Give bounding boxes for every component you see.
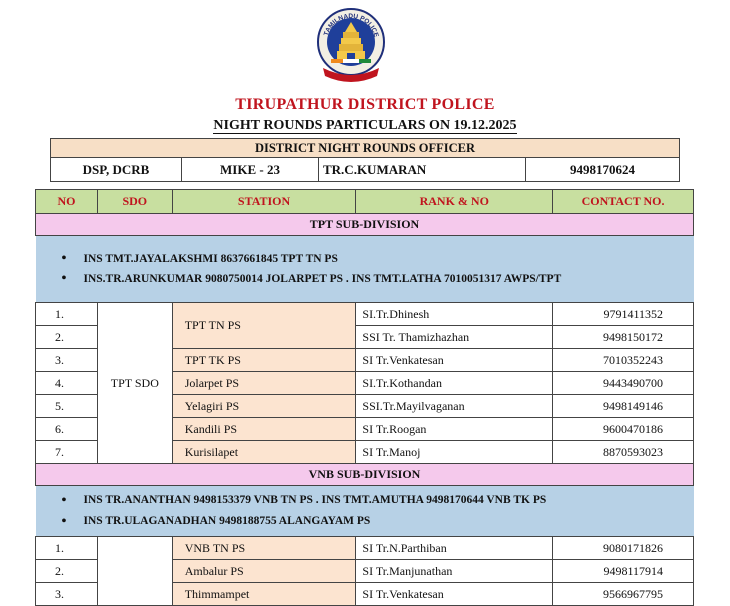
officer-name: TR.C.KUMARAN <box>319 158 526 182</box>
row-no: 3. <box>36 349 98 372</box>
vnb-subdivision-title: VNB SUB-DIVISION <box>36 464 694 486</box>
col-header-contact: CONTACT NO. <box>553 190 694 214</box>
table-row <box>36 537 694 560</box>
row-station: Kandili PS <box>172 418 356 441</box>
row-station: Jolarpet PS <box>172 372 356 395</box>
row-no: 7. <box>36 441 98 464</box>
list-item: • INS.TR.ARUNKUMAR 9080750014 JOLARPET PS . INS TMT.LATHA 7010051317 AWPS/TPT <box>84 269 694 289</box>
row-no: 3. <box>36 583 98 606</box>
row-rank: SI Tr.Manjunathan <box>356 560 553 583</box>
table-header-row <box>36 190 694 214</box>
row-contact: 9791411352 <box>553 303 694 326</box>
vnb-inspector-notes <box>36 486 694 537</box>
row-contact: 7010352243 <box>553 349 694 372</box>
col-header-sdo: SDO <box>97 190 172 214</box>
col-header-station: STATION <box>172 190 356 214</box>
night-rounds-table <box>35 189 694 606</box>
row-station: Ambalur PS <box>172 560 356 583</box>
row-rank: SI Tr.N.Parthiban <box>356 537 553 560</box>
tamilnadu-police-emblem <box>315 8 387 88</box>
row-no: 1. <box>36 303 98 326</box>
row-no: 2. <box>36 326 98 349</box>
officer-heading: DISTRICT NIGHT ROUNDS OFFICER <box>51 139 680 158</box>
row-rank: SI Tr.Venkatesan <box>356 349 553 372</box>
list-item: • INS TMT.JAYALAKSHMI 8637661845 TPT TN PS <box>84 249 694 269</box>
row-contact: 9443490700 <box>553 372 694 395</box>
row-no: 1. <box>36 537 98 560</box>
tpt-inspector-notes <box>36 236 694 303</box>
row-station: Kurisilapet <box>172 441 356 464</box>
row-contact: 9498150172 <box>553 326 694 349</box>
row-rank: SI.Tr.Dhinesh <box>356 303 553 326</box>
report-subtitle: NIGHT ROUNDS PARTICULARS ON 19.12.2025 <box>213 118 517 133</box>
row-contact: 9498117914 <box>553 560 694 583</box>
row-contact: 9566967795 <box>553 583 694 606</box>
row-station: TPT TK PS <box>172 349 356 372</box>
tpt-subdivision-title: TPT SUB-DIVISION <box>36 214 694 236</box>
row-station: Thimmampet <box>172 583 356 606</box>
tpt-sdo-cell: TPT SDO <box>97 303 172 464</box>
row-rank: SI Tr.Roogan <box>356 418 553 441</box>
night-rounds-officer-table <box>50 138 680 182</box>
list-item: • INS TR.ANANTHAN 9498153379 VNB TN PS . INS TMT.AMUTHA 9498170644 VNB TK PS <box>84 490 694 511</box>
row-contact: 8870593023 <box>553 441 694 464</box>
row-no: 6. <box>36 418 98 441</box>
col-header-rank: RANK & NO <box>356 190 553 214</box>
svg-text:TAMILNADU POLICE: TAMILNADU POLICE <box>322 12 380 38</box>
vnb-sdo-cell <box>97 537 172 606</box>
row-contact: 9080171826 <box>553 537 694 560</box>
table-row <box>36 303 694 326</box>
district-title: TIRUPATHUR DISTRICT POLICE <box>235 96 495 113</box>
row-no: 5. <box>36 395 98 418</box>
row-rank: SSI Tr. Thamizhazhan <box>356 326 553 349</box>
row-rank: SI Tr.Manoj <box>356 441 553 464</box>
row-rank: SI Tr.Venkatesan <box>356 583 553 606</box>
officer-callsign: MIKE - 23 <box>182 158 319 182</box>
row-station: VNB TN PS <box>172 537 356 560</box>
officer-designation: DSP, DCRB <box>51 158 182 182</box>
row-no: 4. <box>36 372 98 395</box>
row-contact: 9498149146 <box>553 395 694 418</box>
col-header-no: NO <box>36 190 98 214</box>
officer-phone: 9498170624 <box>526 158 680 182</box>
row-no: 2. <box>36 560 98 583</box>
row-rank: SI.Tr.Kothandan <box>356 372 553 395</box>
row-station: Yelagiri PS <box>172 395 356 418</box>
row-contact: 9600470186 <box>553 418 694 441</box>
row-rank: SSI.Tr.Mayilvaganan <box>356 395 553 418</box>
list-item: • INS TR.ULAGANADHAN 9498188755 ALANGAYAM PS <box>84 511 694 532</box>
row-station: TPT TN PS <box>172 303 356 349</box>
